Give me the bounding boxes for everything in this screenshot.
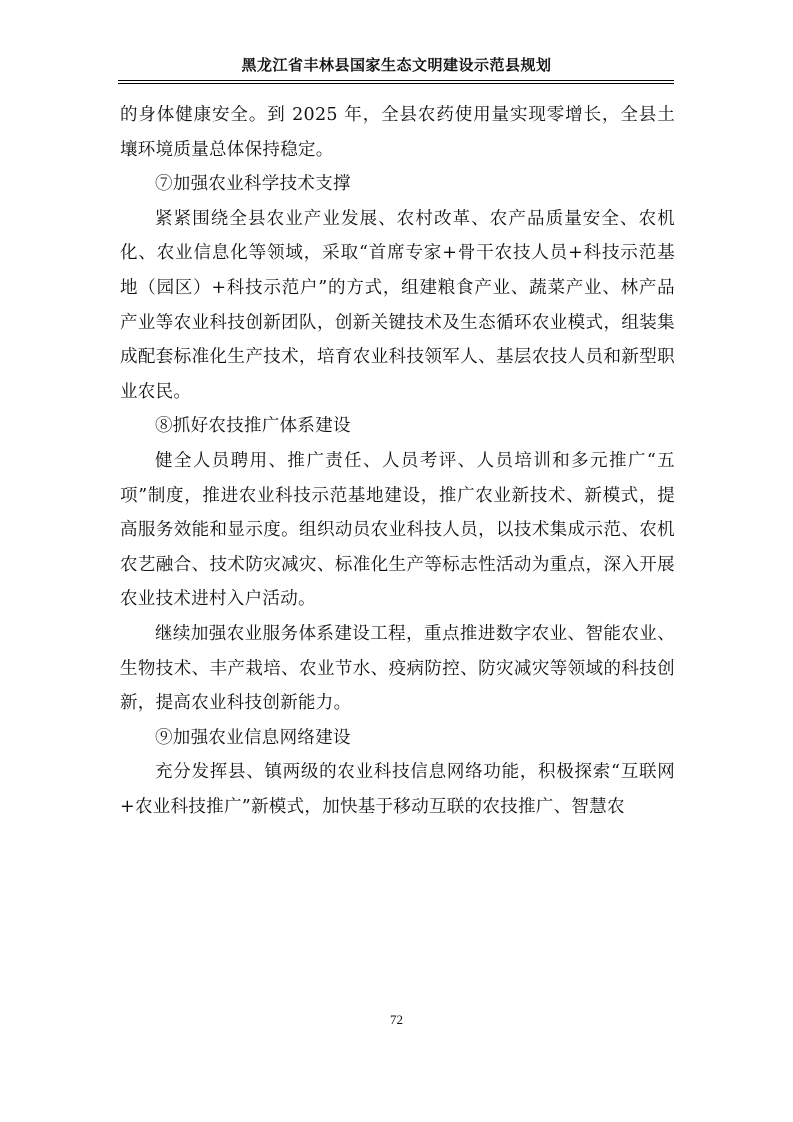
paragraph-extension-system: 健全人员聘用、推广责任、人员考评、人员培训和多元推广“五项”制度，推进农业科技示范基地建设，推广农业新技术、新模式，提高服务效能和显示度。组织动员农业科技人员，以技术集成示范、农机农艺融合、技术防灾减灾、标准化生产等标志性活动为重点，深入开展农业技术进村入户活动。 [120, 450, 675, 610]
page-header-title: 黑龙江省丰林县国家生态文明建设示范县规划 [241, 56, 552, 74]
document-body [120, 98, 675, 824]
header-divider [118, 80, 674, 81]
section-heading-8: ⑧抓好农技推广体系建设 [155, 416, 351, 437]
paragraph-info-network: 充分发挥县、镇两级的农业科技信息网络功能，积极探索“互联网+农业科技推广”新模式，加快基于移动互联的农技推广、智慧农 [120, 762, 675, 817]
paragraph-agri-tech-support: 紧紧围绕全县农业产业发展、农村改革、农产品质量安全、农机化、农业信息化等领域，采取“首席专家+骨干农技人员+科技示范基地（园区）+科技示范户”的方式，组建粮食产业、蔬菜产业、林产品产业等农业科技创新团队，创新关键技术及生态循环农业模式，组装集成配套标准化生产技术，培育农业科技领军人、基层农技人员和新型职业农民。 [120, 208, 675, 402]
header-divider-secondary [118, 83, 674, 84]
paragraph-continuation: 的身体健康安全。到 2025 年，全县农药使用量实现零增长，全县土壤环境质量总体保持稳定。 [120, 105, 675, 160]
section-heading-7: ⑦加强农业科学技术支撑 [155, 174, 351, 195]
section-heading-9: ⑨加强农业信息网络建设 [155, 727, 351, 748]
page-number: 72 [390, 1012, 403, 1027]
paragraph-service-system: 继续加强农业服务体系建设工程，重点推进数字农业、智能农业、生物技术、丰产栽培、农业节水、疫病防控、防灾减灾等领域的科技创新，提高农业科技创新能力。 [120, 623, 675, 714]
